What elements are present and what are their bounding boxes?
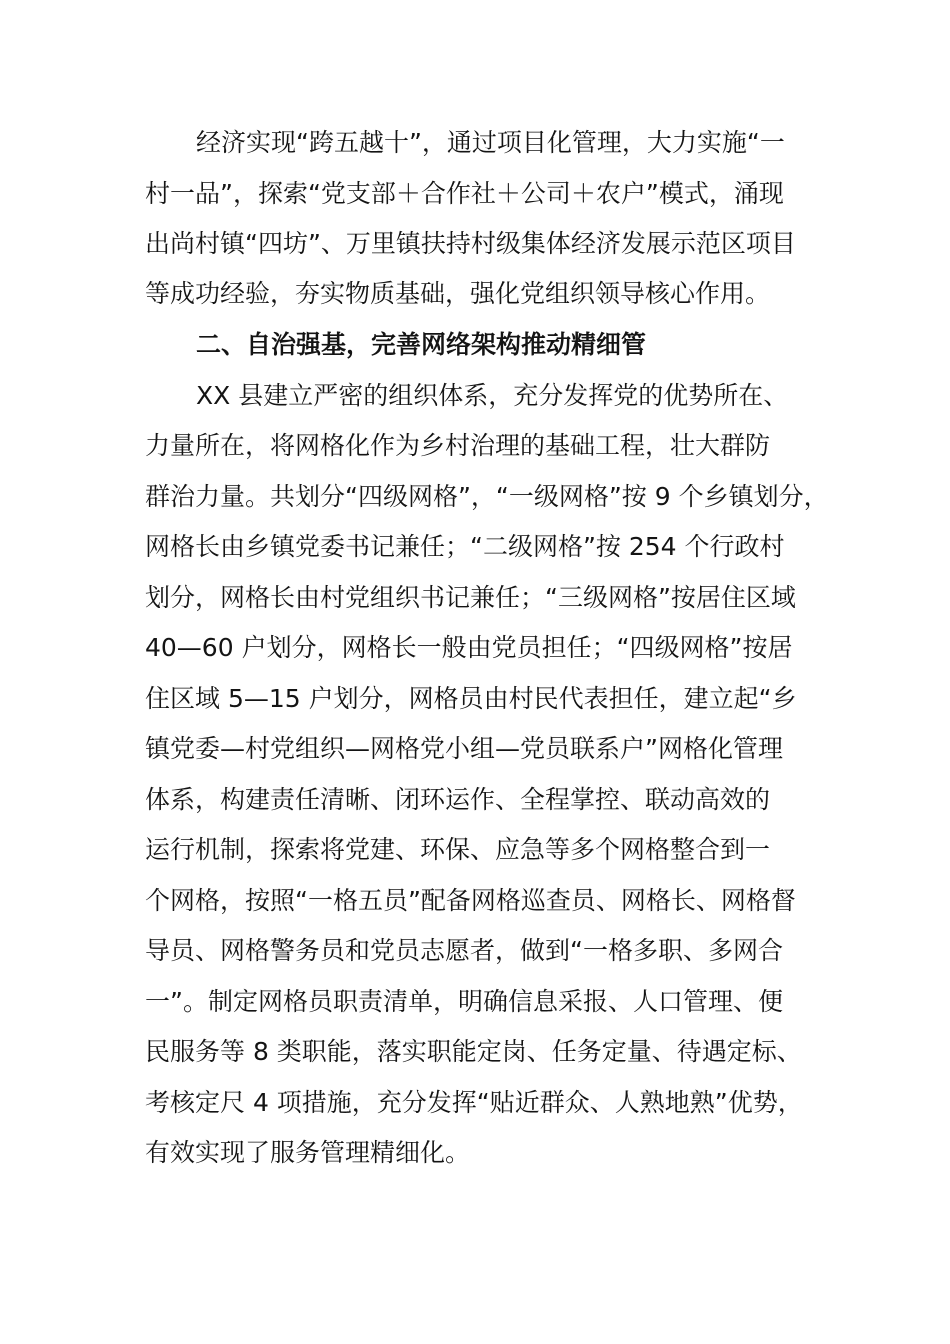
body-line-10: 运行机制，探索将党建、环保、应急等多个网格整合到一 xyxy=(145,835,771,864)
body-line-2: 力量所在，将网格化作为乡村治理的基础工程，壮大群防 xyxy=(145,431,771,460)
body-line-14: 民服务等 8 类职能，落实职能定岗、任务定量、待遇定标、 xyxy=(145,1037,802,1066)
body-line-4: 网格长由乡镇党委书记兼任；“二级网格”按 254 个行政村 xyxy=(145,532,785,561)
body-line-11: 个网格，按照“一格五员”配备网格巡查员、网格长、网格督 xyxy=(145,886,796,915)
intro-line-1: 经济实现“跨五越十”，通过项目化管理，大力实施“一 xyxy=(196,128,785,157)
body-line-8: 镇党委—村党组织—网格党小组—党员联系户”网格化管理 xyxy=(145,734,783,763)
body-line-12: 导员、网格警务员和党员志愿者，做到“一格多职、多网合 xyxy=(145,936,783,965)
body-line-16: 有效实现了服务管理精细化。 xyxy=(145,1138,471,1167)
body-line-3: 群治力量。共划分“四级网格”，“一级网格”按 9 个乡镇划分， xyxy=(145,482,829,511)
intro-line-4: 等成功经验，夯实物质基础，强化党组织领导核心作用。 xyxy=(145,279,771,308)
body-line-13: 一”。制定网格员职责清单，明确信息采报、人口管理、便 xyxy=(145,987,783,1016)
body-line-1: XX 县建立严密的组织体系，充分发挥党的优势所在、 xyxy=(196,381,789,410)
intro-line-2: 村一品”，探索“党支部＋合作社＋公司＋农户”模式，涌现 xyxy=(145,179,784,208)
section-heading: 二、自治强基，完善网络架构推动精细管 xyxy=(196,330,647,359)
body-line-6: 40—60 户划分，网格长一般由党员担任；“四级网格”按居 xyxy=(145,633,793,662)
body-line-7: 住区域 5—15 户划分，网格员由村民代表担任，建立起“乡 xyxy=(145,684,797,713)
body-line-9: 体系，构建责任清晰、闭环运作、全程掌控、联动高效的 xyxy=(145,785,771,814)
body-line-5: 划分，网格长由村党组织书记兼任；“三级网格”按居住区域 xyxy=(145,583,796,612)
intro-line-3: 出尚村镇“四坊”、万里镇扶持村级集体经济发展示范区项目 xyxy=(145,229,796,258)
body-line-15: 考核定尺 4 项措施，充分发挥“贴近群众、人熟地熟”优势， xyxy=(145,1088,803,1117)
